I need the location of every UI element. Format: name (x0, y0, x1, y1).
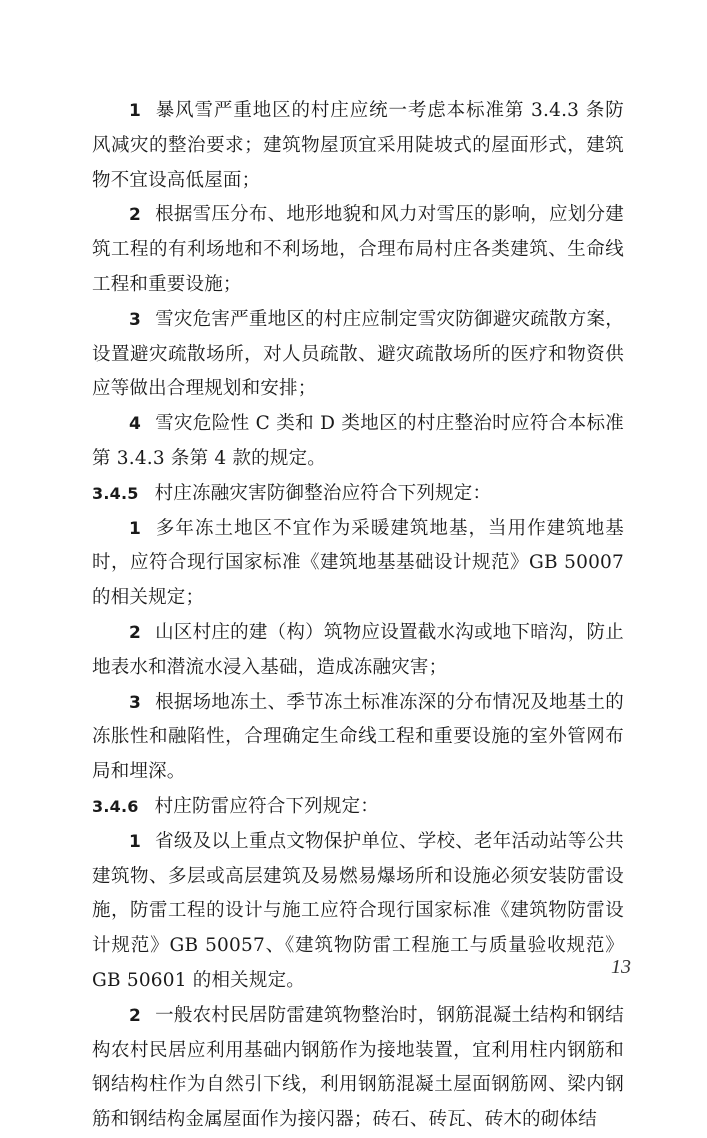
item-text: 根据雪压分布、地形地貌和风力对雪压的影响，应划分建筑工程的有利场地和不利场地，合理布局村庄各类建筑、生命线工程和重要设施； (92, 204, 624, 295)
item-number: 2 (129, 622, 142, 643)
paragraph-item (92, 999, 624, 1138)
clause-number: 3.4.6 (92, 796, 139, 816)
clause-heading (92, 790, 624, 825)
clause-text: 村庄冻融灾害防御整治应符合下列规定： (154, 482, 492, 504)
item-text: 多年冻土地区不宜作为采暖建筑地基，当用作建筑地基时，应符合现行国家标准《建筑地基基础设计规范》GB 50007 的相关规定； (92, 517, 624, 609)
item-text: 山区村庄的建（构）筑物应设置截水沟或地下暗沟，防止地表水和潜流水浸入基础，造成冻融灾害； (92, 621, 624, 678)
paragraph-item (92, 512, 624, 616)
item-number: 3 (129, 309, 142, 330)
paragraph-item (92, 94, 624, 198)
paragraph-item (92, 407, 624, 477)
paragraph-item (92, 825, 624, 999)
item-text: 雪灾危险性 C 类和 D 类地区的村庄整治时应符合本标准第 3.4.3 条第 4 款的规定。 (92, 413, 624, 469)
item-text: 一般农村民居防雷建筑物整治时，钢筋混凝土结构和钢结构农村民居应利用基础内钢筋作为接地装置，宜利用柱内钢筋和钢结构柱作为自然引下线，利用钢筋混凝土屋面钢筋网、梁内钢筋和钢结构金属屋面作为接闪器；砖石、砖瓦、砖木的砌体结 (92, 1004, 624, 1131)
page-body (92, 94, 624, 1138)
clause-number: 3.4.5 (92, 483, 139, 503)
item-number: 2 (129, 1005, 142, 1026)
paragraph-item (92, 198, 624, 302)
item-number: 1 (129, 518, 142, 539)
item-number: 3 (129, 692, 142, 713)
item-number: 1 (129, 101, 142, 121)
paragraph-item (92, 303, 624, 407)
item-number: 2 (129, 205, 142, 226)
item-text: 雪灾危害严重地区的村庄应制定雪灾防御避灾疏散方案，设置避灾疏散场所，对人员疏散、避灾疏散场所的医疗和物资供应等做出合理规划和安排； (92, 308, 624, 400)
item-text: 省级及以上重点文物保护单位、学校、老年活动站等公共建筑物、多层或高层建筑及易燃易爆场所和设施必须安装防雷设施，防雷工程的设计与施工应符合现行国家标准《建筑物防雷设计规范》GB 50057、《建筑物防雷工程施工与质量验收规范》GB 50601 的相关规定。 (92, 830, 624, 991)
clause-heading (92, 477, 624, 512)
page-number: 13 (611, 956, 631, 978)
item-text: 根据场地冻土、季节冻土标准冻深的分布情况及地基土的冻胀性和融陷性，合理确定生命线工程和重要设施的室外管网布局和埋深。 (92, 691, 624, 783)
item-text: 暴风雪严重地区的村庄应统一考虑本标准第 3.4.3 条防风减灾的整治要求；建筑物屋顶宜采用陡坡式的屋面形式，建筑物不宜设高低屋面； (92, 100, 624, 191)
item-number: 4 (129, 414, 142, 435)
item-number: 1 (129, 831, 142, 852)
paragraph-item (92, 686, 624, 790)
clause-text: 村庄防雷应符合下列规定： (154, 795, 379, 817)
paragraph-item (92, 616, 624, 686)
